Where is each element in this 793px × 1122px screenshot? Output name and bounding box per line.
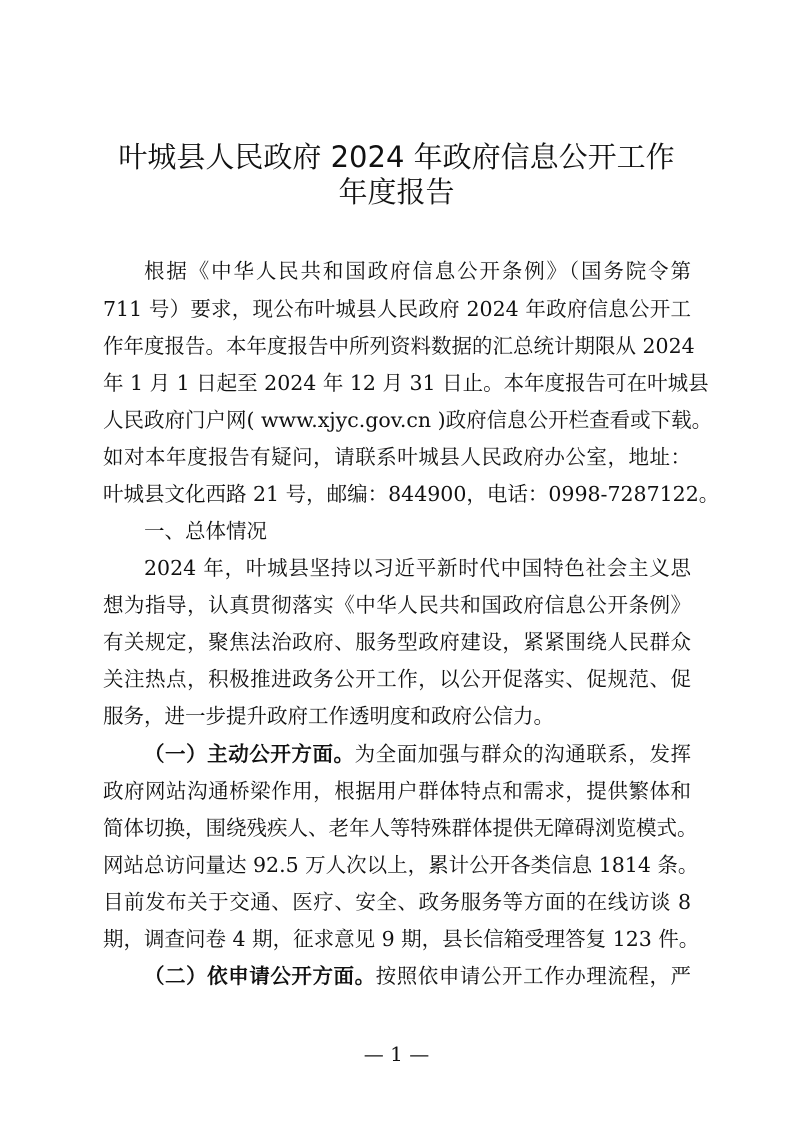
overview-line: 关注热点，积极推进政务公开工作，以公开促落实、促规范、促 <box>103 667 691 691</box>
proactive-line: 期，调查问卷 4 期，征求意见 9 期，县长信箱受理答复 123 件。 <box>103 927 700 951</box>
intro-line: 人民政府门户网( www.xjyc.gov.cn )政府信息公开栏查看或下载。 <box>103 408 713 432</box>
intro-line: 根据《中华人民共和国政府信息公开条例》（国务院令第 <box>144 259 691 283</box>
proactive-line: 网站总访问量达 92.5 万人次以上，累计公开各类信息 1814 条。 <box>103 853 699 877</box>
subsection-heading-proactive: （一）主动公开方面。 <box>144 742 355 766</box>
subsection-request-text: 按照依申请公开工作办理流程，严 <box>375 964 692 988</box>
document-title-line1: 叶城县人民政府 2024 年政府信息公开工作 <box>118 140 675 174</box>
overview-line: 服务，进一步提升政府工作透明度和政府公信力。 <box>103 704 554 728</box>
proactive-line: 政府网站沟通桥梁作用，根据用户群体特点和需求，提供繁体和 <box>103 779 691 803</box>
subsection-request-first-line <box>144 962 691 990</box>
proactive-line: 简体切换，围绕残疾人、老年人等特殊群体提供无障碍浏览模式。 <box>103 816 698 840</box>
overview-line: 想为指导，认真贯彻落实《中华人民共和国政府信息公开条例》 <box>103 593 691 617</box>
intro-line: 叶城县文化西路 21 号，邮编：844900，电话：0998-7287122。 <box>103 482 720 506</box>
document-title-line2: 年度报告 <box>338 175 455 209</box>
page-number: — 1 — <box>363 1042 430 1066</box>
overview-line: 2024 年，叶城县坚持以习近平新时代中国特色社会主义思 <box>144 556 691 580</box>
overview-line: 有关规定，聚焦法治政府、服务型政府建设，紧紧围绕人民群众 <box>103 630 691 654</box>
intro-line: 年 1 月 1 日起至 2024 年 12 月 31 日止。本年度报告可在叶城县 <box>103 371 709 395</box>
intro-line: 如对本年度报告有疑问，请联系叶城县人民政府办公室，地址： <box>103 445 691 469</box>
intro-line: 711 号）要求，现公布叶城县人民政府 2024 年政府信息公开工 <box>103 297 691 321</box>
section-heading-overview: 一、总体情况 <box>144 519 267 543</box>
proactive-line: 目前发布关于交通、医疗、安全、政务服务等方面的在线访谈 8 <box>103 890 691 914</box>
subsection-heading-request: （二）依申请公开方面。 <box>144 964 376 988</box>
subsection-proactive-first-line <box>144 740 691 768</box>
subsection-proactive-text: 为全面加强与群众的沟通联系，发挥 <box>354 742 692 766</box>
intro-line: 作年度报告。本年度报告中所列资料数据的汇总统计期限从 2024 <box>103 334 695 358</box>
